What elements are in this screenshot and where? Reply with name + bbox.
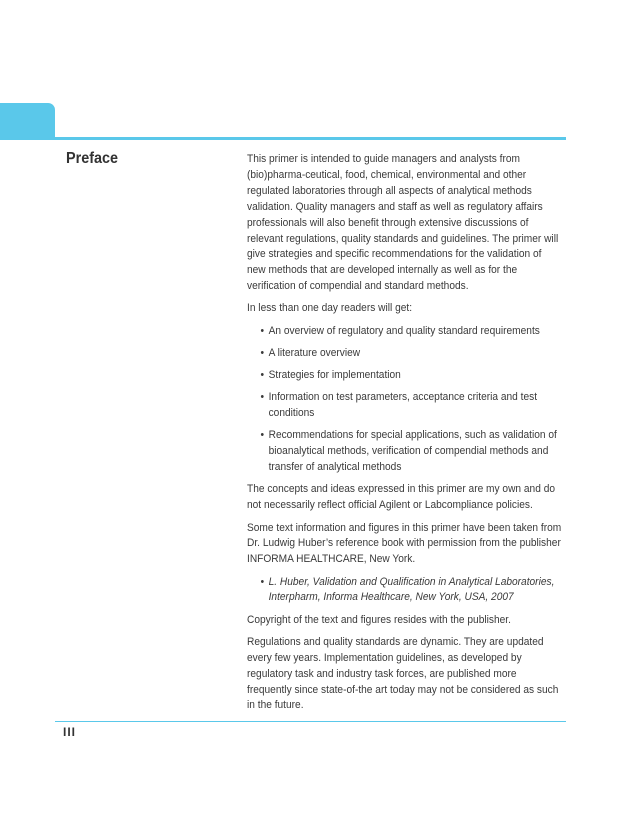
list-item (247, 428, 562, 476)
source-note-paragraph: Some text information and figures in this primer have been taken from Dr. Ludwig Huber’s reference book with permission from the publisher INFORMA HEALTHCARE, New York. (247, 521, 562, 566)
list-item-text: Recommendations for special applications, such as validation of bioanalytical methods, verification of compendial methods and transfer of analytical methods (268, 429, 557, 474)
bullet-icon: • (260, 369, 265, 382)
section-tab-marker (0, 103, 55, 140)
list-item-text: Information on test parameters, acceptance criteria and test conditions (268, 391, 538, 420)
list-item (247, 346, 562, 362)
page-number: III (63, 725, 77, 739)
closing-paragraph: Regulations and quality standards are dynamic. They are updated every few years. Implementation guidelines, as developed by regulatory task and industry task forces, are published more frequently since state-of-the art today may not be considered as such in the future. (247, 635, 559, 712)
list-item (247, 324, 562, 340)
bullet-icon: • (260, 429, 265, 442)
intro-paragraph: This primer is intended to guide managers and analysts from (bio)pharma-ceutical, food, chemical, environmental and other regulated laboratories through all aspects of analytical methods validation. Quality managers and staff as well as regulatory affairs professionals will also benefit through extensive discussions of relevant regulations, quality standards and guidelines. The primer will give strategies and specific recommendations for the validation of new methods that are developed internally as well as for the verification of compendial and standard methods. (247, 153, 559, 293)
bullet-icon: • (260, 575, 265, 588)
footer-divider (55, 721, 566, 722)
section-title: Preface (66, 150, 119, 167)
list-item (247, 368, 562, 384)
bullet-icon: • (260, 324, 265, 337)
list-item-text: Strategies for implementation (268, 369, 401, 382)
list-item (247, 390, 562, 422)
lead-in-paragraph: In less than one day readers will get: (247, 302, 413, 315)
header-divider (55, 137, 566, 140)
copyright-paragraph: Copyright of the text and figures resides with the publisher. (247, 613, 511, 626)
reference-text: L. Huber, Validation and Qualification in Analytical Laboratories, Interpharm, Informa Healthcare, New York, USA, 2007 (268, 575, 555, 604)
body-text-column (247, 152, 562, 721)
disclaimer-paragraph: The concepts and ideas expressed in this primer are my own and do not necessarily reflect official Agilent or Labcompliance policies. (247, 483, 556, 512)
bullet-icon: • (260, 346, 265, 359)
list-item-text: A literature overview (268, 346, 361, 359)
reference-item (247, 575, 562, 607)
list-item-text: An overview of regulatory and quality standard requirements (268, 324, 540, 337)
bullet-icon: • (260, 391, 265, 404)
